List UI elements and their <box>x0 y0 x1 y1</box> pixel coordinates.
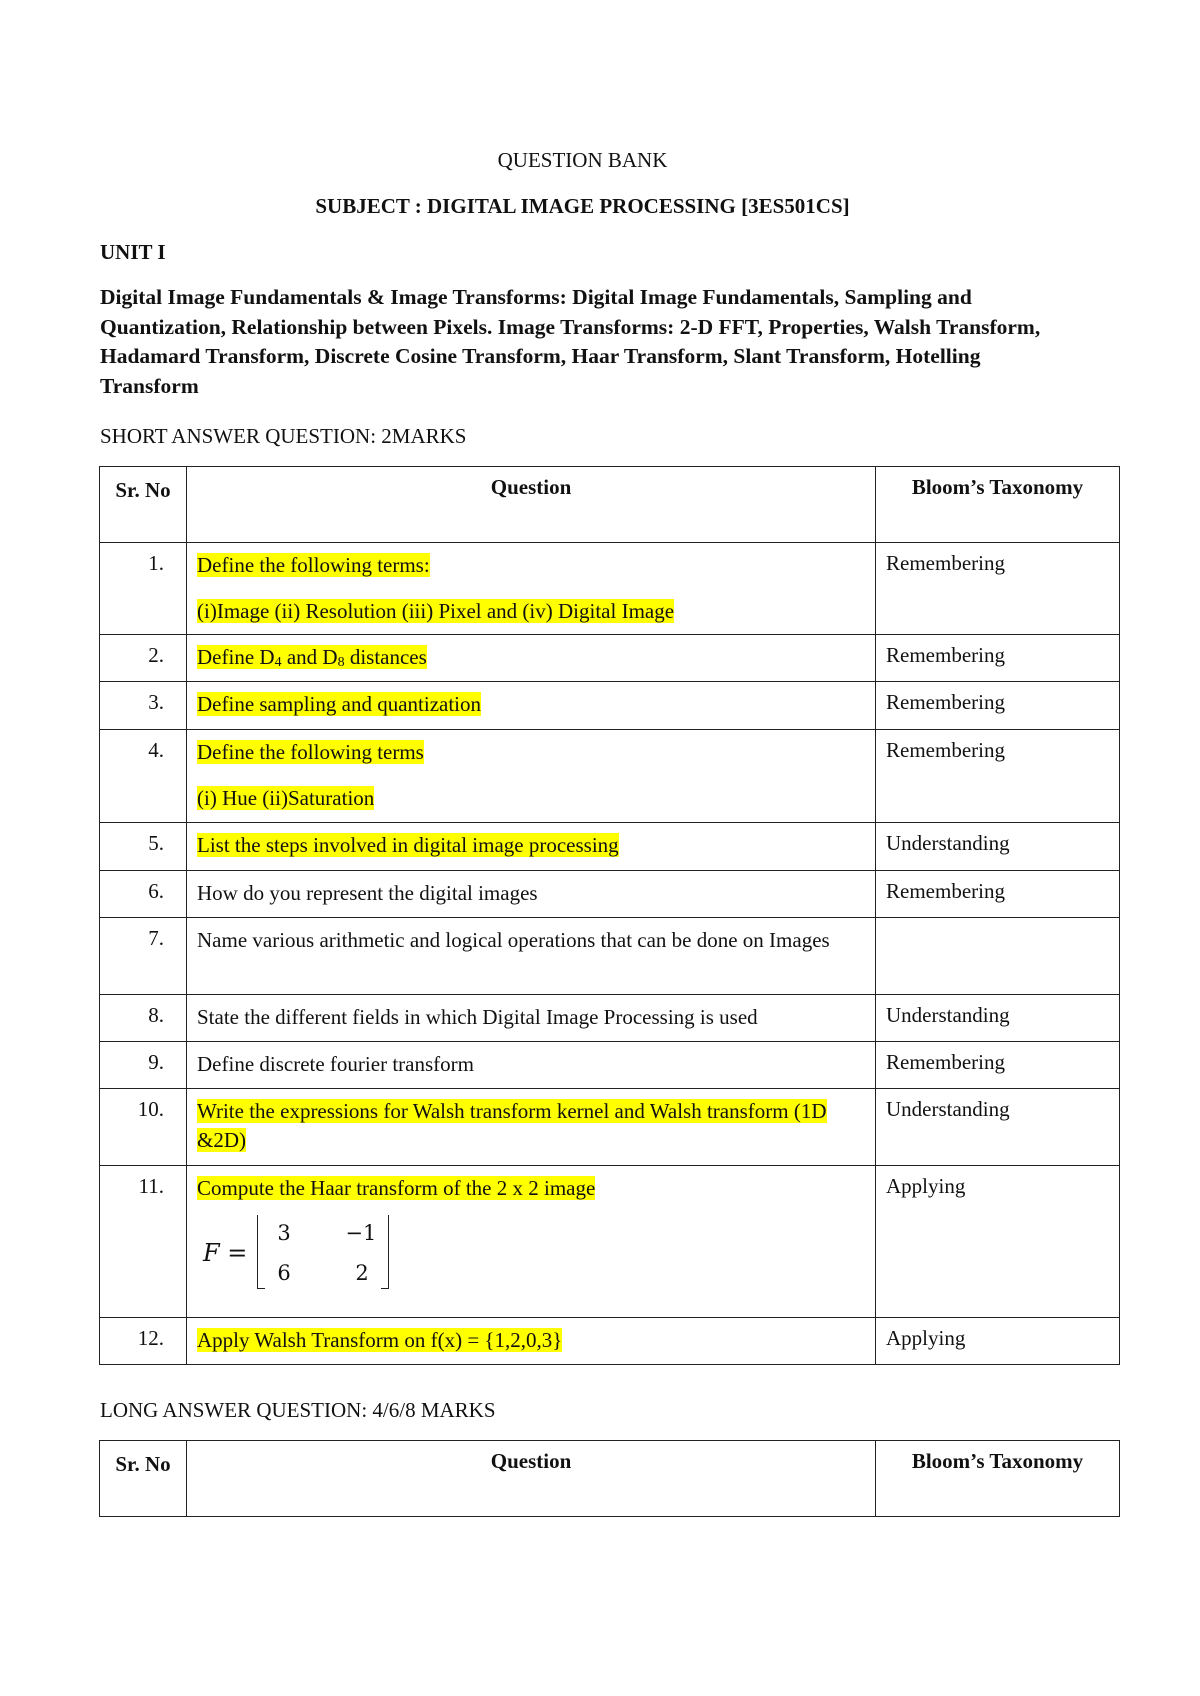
matrix-cell: −1 <box>345 1221 377 1245</box>
table-header-row <box>100 467 1120 543</box>
row-number: 11. <box>100 1166 187 1318</box>
subject-heading: SUBJECT : DIGITAL IMAGE PROCESSING [3ES501CS] <box>315 194 850 218</box>
question-text: Apply Walsh Transform on f(x) = {1,2,0,3} <box>197 1328 563 1352</box>
question-text: How do you represent the digital images <box>197 881 538 905</box>
header-bloom: Bloom’s Taxonomy <box>876 467 1120 543</box>
table-row <box>100 543 1120 635</box>
table-row <box>100 871 1120 918</box>
unit-summary: Digital Image Fundamentals & Image Transforms: Digital Image Fundamentals, Sampling and Quantization, Relationship between Pixels. Image Transforms: 2-D FFT, Properties, Walsh Transform, Hadamard Transform, Discrete Cosine Transform, Haar Transform, Slant Transform, Hotelling Transform <box>100 285 1041 398</box>
table-row <box>100 918 1120 995</box>
question-text: Define sampling and quantization <box>197 692 482 716</box>
row-number: 12. <box>100 1318 187 1365</box>
row-number: 9. <box>100 1042 187 1089</box>
header-question: Question <box>187 1441 876 1517</box>
question-text: (i) Hue (ii)Saturation <box>197 786 375 810</box>
row-number: 5. <box>100 823 187 871</box>
question-cell <box>187 543 876 635</box>
bloom-level: Remembering <box>876 635 1120 682</box>
matrix-cell: 2 <box>355 1261 369 1285</box>
bloom-level: Applying <box>876 1166 1120 1318</box>
table-row <box>100 730 1120 823</box>
header-sr-no: Sr. No <box>100 467 187 543</box>
question-cell <box>187 995 876 1042</box>
question-cell <box>187 1089 876 1166</box>
question-cell <box>187 1042 876 1089</box>
bloom-level: Remembering <box>876 871 1120 918</box>
question-cell <box>187 635 876 682</box>
row-number: 7. <box>100 918 187 995</box>
table-header-row <box>100 1441 1120 1517</box>
long-answer-heading: LONG ANSWER QUESTION: 4/6/8 MARKS <box>100 1398 496 1422</box>
table-row <box>100 1089 1120 1166</box>
bloom-level: Remembering <box>876 543 1120 635</box>
question-text: (i)Image (ii) Resolution (iii) Pixel and (iv) Digital Image <box>197 599 675 623</box>
haar-matrix <box>197 1215 867 1291</box>
row-number: 6. <box>100 871 187 918</box>
unit-heading: UNIT I <box>100 240 166 264</box>
header-sr-no: Sr. No <box>100 1441 187 1517</box>
row-number: 2. <box>100 635 187 682</box>
short-answer-table <box>99 466 1120 1365</box>
question-text: List the steps involved in digital image processing <box>197 833 619 857</box>
question-text: Name various arithmetic and logical operations that can be done on Images <box>197 928 830 952</box>
question-text: Define the following terms <box>197 740 424 764</box>
question-text: Define discrete fourier transform <box>197 1052 474 1076</box>
question-cell <box>187 823 876 871</box>
question-cell <box>187 682 876 730</box>
question-text: State the different fields in which Digital Image Processing is used <box>197 1005 758 1029</box>
row-number: 8. <box>100 995 187 1042</box>
row-number: 10. <box>100 1089 187 1166</box>
bloom-level: Understanding <box>876 995 1120 1042</box>
table-row <box>100 1042 1120 1089</box>
bloom-level <box>876 918 1120 995</box>
table-row <box>100 1166 1120 1318</box>
short-answer-heading: SHORT ANSWER QUESTION: 2MARKS <box>100 424 467 448</box>
table-row <box>100 995 1120 1042</box>
question-text: Define D4 and D8 distances <box>197 645 427 670</box>
table-row <box>100 635 1120 682</box>
bloom-level: Understanding <box>876 823 1120 871</box>
question-text: Write the expressions for Walsh transform kernel and Walsh transform (1D &2D) <box>197 1099 827 1152</box>
bloom-level: Applying <box>876 1318 1120 1365</box>
bloom-level: Understanding <box>876 1089 1120 1166</box>
question-cell <box>187 730 876 823</box>
matrix-cell: 6 <box>277 1261 291 1285</box>
matrix-cell: 3 <box>277 1221 291 1245</box>
header-bloom: Bloom’s Taxonomy <box>876 1441 1120 1517</box>
question-cell <box>187 1318 876 1365</box>
question-cell <box>187 918 876 995</box>
row-number: 3. <box>100 682 187 730</box>
row-number: 1. <box>100 543 187 635</box>
matrix-brackets <box>253 1215 393 1291</box>
header-question: Question <box>187 467 876 543</box>
matrix-label: F = <box>203 1238 248 1267</box>
bloom-level: Remembering <box>876 1042 1120 1089</box>
question-cell <box>187 1166 876 1318</box>
question-text: Define the following terms: <box>197 553 430 577</box>
bloom-level: Remembering <box>876 682 1120 730</box>
long-answer-table <box>99 1440 1120 1517</box>
table-row <box>100 823 1120 871</box>
question-text: Compute the Haar transform of the 2 x 2 image <box>197 1176 596 1200</box>
table-row <box>100 1318 1120 1365</box>
page-title: QUESTION BANK <box>497 148 668 172</box>
row-number: 4. <box>100 730 187 823</box>
question-cell <box>187 871 876 918</box>
bloom-level: Remembering <box>876 730 1120 823</box>
table-row <box>100 682 1120 730</box>
